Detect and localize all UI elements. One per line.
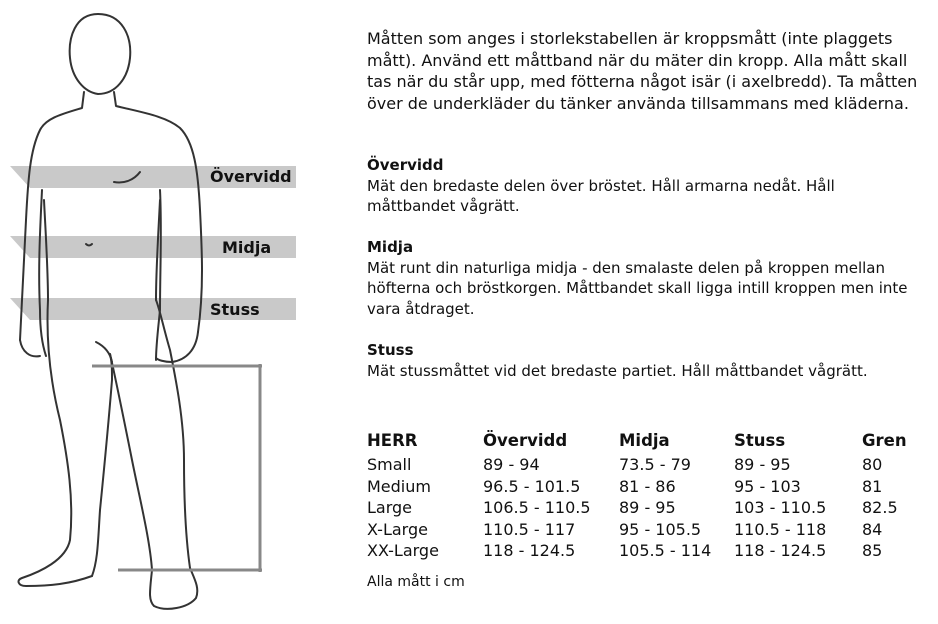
- waist-band-label: Midja: [222, 238, 272, 257]
- header-cell: HERR: [367, 431, 418, 450]
- table-row: [367, 540, 927, 562]
- table-cell: 110.5 - 117: [483, 519, 576, 539]
- table-cell: 95 - 103: [734, 476, 801, 496]
- section-hip: [367, 340, 927, 381]
- section-chest-text: Mät den bredaste delen över bröstet. Håll armarna nedåt. Håll måttbandet vågrätt.: [367, 176, 835, 215]
- table-cell: 85: [862, 541, 883, 560]
- table-cell: 89 - 94: [483, 455, 540, 474]
- table-cell: 118 - 124.5: [734, 541, 827, 560]
- table-cell: 110.5 - 118: [734, 519, 827, 539]
- size-table: [367, 430, 927, 562]
- table-cell: 103 - 110.5: [734, 498, 827, 517]
- table-cell: 81: [862, 476, 883, 496]
- table-cell: 73.5 - 79: [619, 455, 691, 474]
- table-cell: 95 - 105.5: [619, 519, 702, 539]
- table-cell: Small: [367, 455, 412, 474]
- section-chest-title: Övervidd: [367, 156, 444, 174]
- section-waist: [367, 237, 927, 319]
- header-cell: Gren: [862, 431, 907, 450]
- body-outline-illustration: [0, 0, 340, 620]
- intro-block: [367, 28, 927, 114]
- table-row: [367, 476, 927, 498]
- header-cell: Midja: [619, 431, 670, 450]
- hip-band-label: Stuss: [210, 300, 260, 319]
- table-row: [367, 497, 927, 519]
- table-row: [367, 454, 927, 476]
- table-header-row: [367, 430, 927, 454]
- unit-note: Alla mått i cm: [367, 574, 465, 590]
- table-cell: 81 - 86: [619, 476, 676, 496]
- table-cell: 82.5: [862, 498, 898, 517]
- header-cell: Övervidd: [483, 431, 568, 450]
- table-cell: 96.5 - 101.5: [483, 476, 581, 496]
- table-row: [367, 519, 927, 541]
- table-cell: X-Large: [367, 519, 428, 539]
- header-cell: Stuss: [734, 431, 786, 450]
- section-waist-text: Mät runt din naturliga midja - den smalaste delen på kroppen mellan höfterna och bröstkorgen. Måttbandet skall ligga intill kroppen men inte vara åtdraget.: [367, 258, 908, 318]
- table-cell: 89 - 95: [734, 455, 791, 474]
- table-cell: 118 - 124.5: [483, 541, 576, 560]
- table-cell: 84: [862, 519, 883, 539]
- section-chest: [367, 155, 927, 217]
- table-cell: 106.5 - 110.5: [483, 498, 591, 517]
- table-cell: 105.5 - 114: [619, 541, 712, 560]
- section-waist-title: Midja: [367, 238, 414, 256]
- table-cell: 80: [862, 455, 883, 474]
- table-cell: Large: [367, 498, 413, 517]
- chest-band-label: Övervidd: [210, 167, 292, 186]
- table-cell: 89 - 95: [619, 498, 676, 517]
- section-hip-text: Mät stussmåttet vid det bredaste partiet. Håll måttbandet vågrätt.: [367, 361, 868, 380]
- table-cell: Medium: [367, 476, 431, 496]
- body-measurement-figure: [0, 0, 340, 620]
- table-cell: XX-Large: [367, 541, 439, 560]
- intro-text: Måtten som anges i storlekstabellen är kroppsmått (inte plaggets mått). Använd ett måttband när du mäter din kropp. Alla mått skall tas när du står upp, med fötterna något isär (i axelbredd). Ta måtten över de underkläder du tänker använda tillsammans med kläderna.: [367, 29, 918, 113]
- section-hip-title: Stuss: [367, 341, 414, 359]
